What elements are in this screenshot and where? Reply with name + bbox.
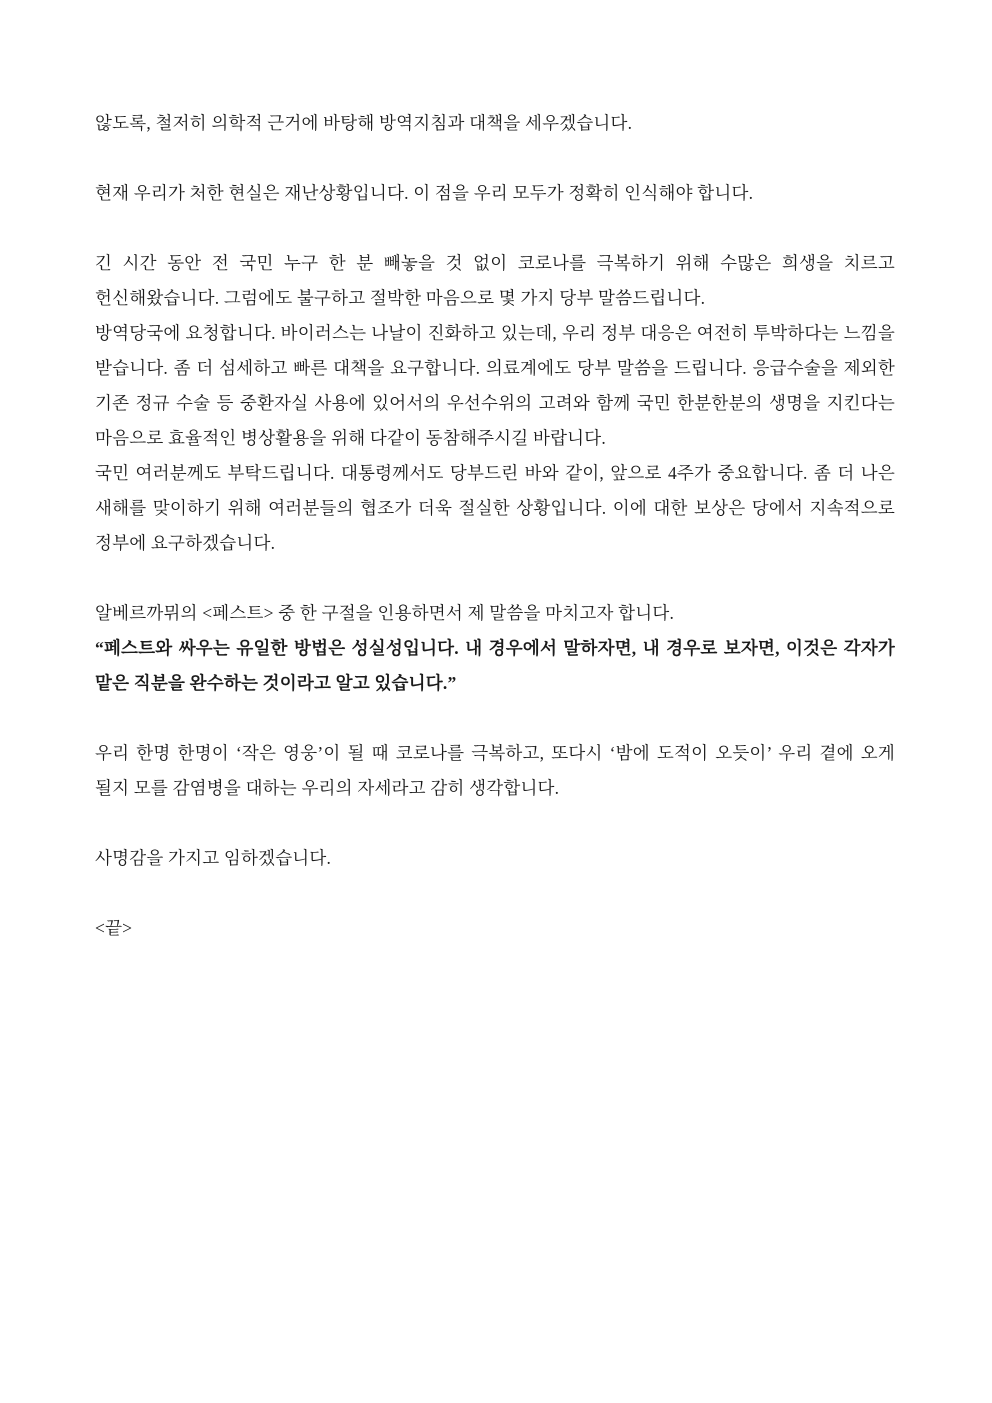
- paragraph-sense-of-duty: 사명감을 가지고 임하겠습니다.: [95, 848, 332, 868]
- end-marker: <끝>: [95, 918, 133, 938]
- paragraph-block: [95, 106, 895, 141]
- paragraph-disaster-situation: 현재 우리가 처한 현실은 재난상황입니다. 이 점을 우리 모두가 정확히 인식해야 합니다.: [95, 183, 754, 203]
- paragraph-block: [95, 736, 895, 806]
- paragraph-guidelines: 않도록, 철저히 의학적 근거에 바탕해 방역지침과 대책을 세우겠습니다.: [95, 113, 633, 133]
- end-block: [95, 911, 895, 946]
- paragraph-block: [95, 246, 895, 561]
- paragraph-sacrifice: 긴 시간 동안 전 국민 누구 한 분 빼놓을 것 없이 코로나를 극복하기 위해 수많은 희생을 치르고 헌신해왔습니다. 그럼에도 불구하고 절박한 마음으로 몇 가지 당부 말씀드립니다.: [95, 253, 895, 308]
- paragraph-block: [95, 176, 895, 211]
- paragraph-block: [95, 841, 895, 876]
- quote-block: [95, 596, 895, 701]
- paragraph-small-heroes: 우리 한명 한명이 ‘작은 영웅’이 될 때 코로나를 극복하고, 또다시 ‘밤에 도적이 오듯이’ 우리 곁에 오게 될지 모를 감염병을 대하는 우리의 자세라고 감히 생각합니다.: [95, 743, 895, 798]
- quote-intro: 알베르까뮈의 <페스트> 중 한 구절을 인용하면서 제 말씀을 마치고자 합니다.: [95, 603, 675, 623]
- paragraph-request-authorities: 방역당국에 요청합니다. 바이러스는 나날이 진화하고 있는데, 우리 정부 대응은 여전히 투박하다는 느낌을 받습니다. 좀 더 섬세하고 빠른 대책을 요구합니다. 의료계에도 당부 말씀을 드립니다. 응급수술을 제외한 기존 정규 수술 등 중환자실 사용에 있어서의 우선수위의 고려와 함께 국민 한분한분의 생명을 지킨다는 마음으로 효율적인 병상활용을 위해 다같이 동참해주시길 바랍니다.: [95, 323, 895, 448]
- document-page: [95, 106, 895, 946]
- camus-plague-quote: “페스트와 싸우는 유일한 방법은 성실성입니다. 내 경우에서 말하자면, 내 경우로 보자면, 이것은 각자가 맡은 직분을 완수하는 것이라고 알고 있습니다.”: [95, 638, 895, 693]
- paragraph-request-citizens: 국민 여러분께도 부탁드립니다. 대통령께서도 당부드린 바와 같이, 앞으로 4주가 중요합니다. 좀 더 나은 새해를 맞이하기 위해 여러분들의 협조가 더욱 절실한 상황입니다. 이에 대한 보상은 당에서 지속적으로 정부에 요구하겠습니다.: [95, 463, 895, 553]
